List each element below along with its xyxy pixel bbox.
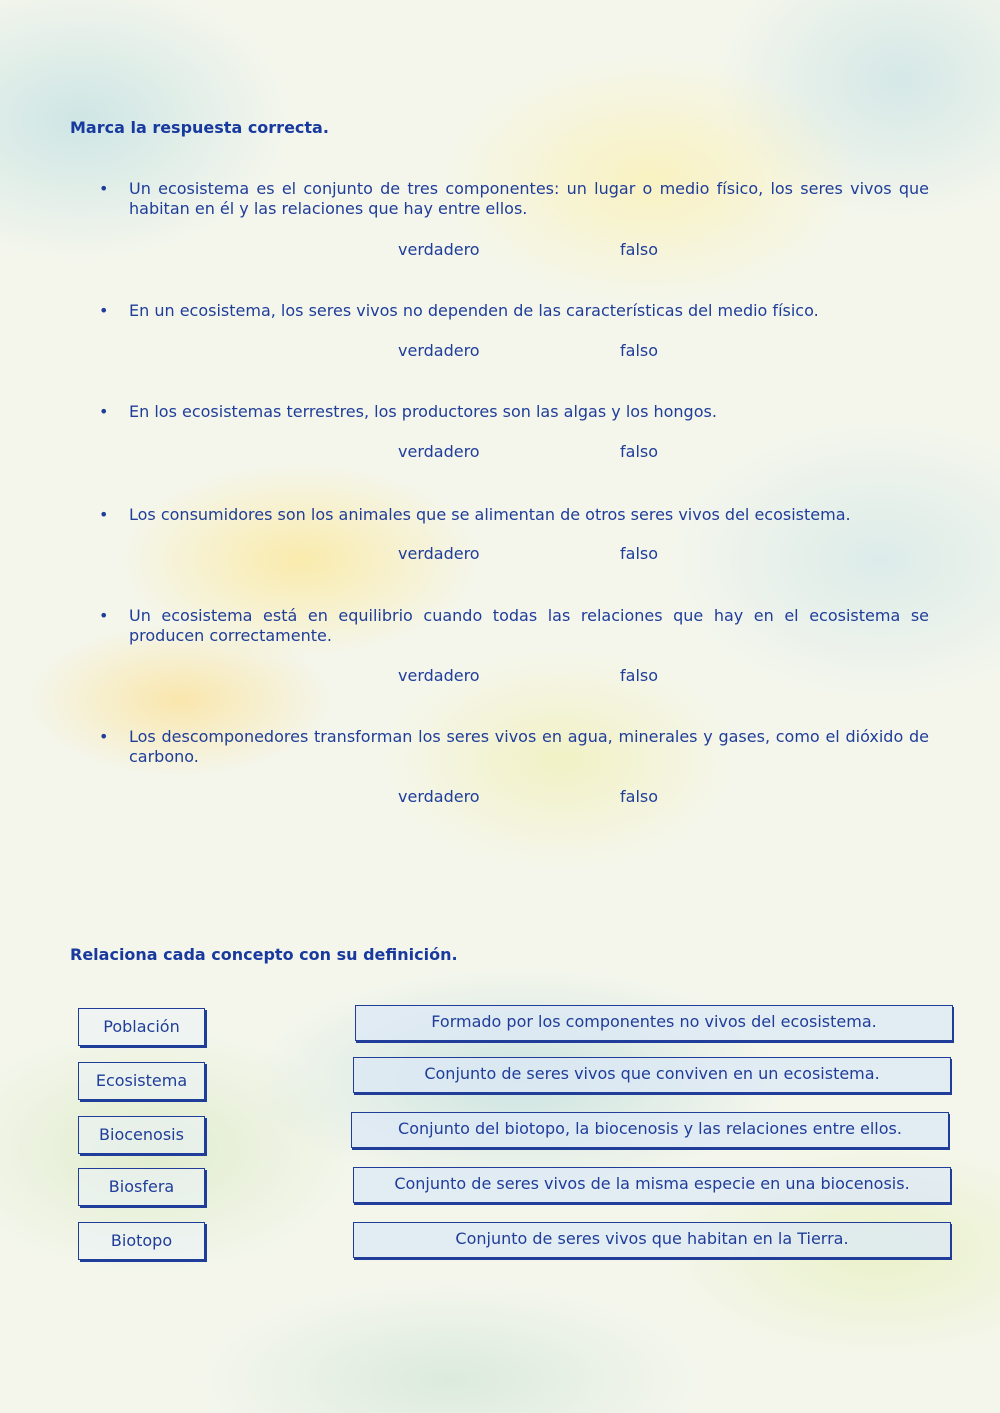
- concept-biocenosis[interactable]: Biocenosis: [78, 1116, 205, 1154]
- statement-6: [99, 727, 929, 767]
- statement-2: [99, 301, 929, 321]
- definition-2[interactable]: Conjunto de seres vivos que conviven en un ecosistema.: [353, 1057, 951, 1093]
- statement-1: [99, 179, 929, 219]
- option-true-4[interactable]: verdadero: [398, 544, 480, 563]
- option-false-4[interactable]: falso: [620, 544, 659, 563]
- option-false-3[interactable]: falso: [620, 442, 659, 461]
- option-true-1[interactable]: verdadero: [398, 240, 480, 259]
- statement-text: Un ecosistema es el conjunto de tres componentes: un lugar o medio físico, los seres vivos que habitan en él y las relaciones que hay entre ellos.: [129, 179, 929, 218]
- concept-poblacion[interactable]: Población: [78, 1008, 205, 1046]
- bullet-icon: •: [99, 505, 109, 524]
- definition-1[interactable]: Formado por los componentes no vivos del ecosistema.: [355, 1005, 953, 1041]
- option-false-2[interactable]: falso: [620, 341, 659, 360]
- definition-3[interactable]: Conjunto del biotopo, la biocenosis y las relaciones entre ellos.: [351, 1112, 949, 1148]
- section-title-matching: Relaciona cada concepto con su definición.: [70, 945, 458, 964]
- statement-text: Los descomponedores transforman los seres vivos en agua, minerales y gases, como el dióxido de carbono.: [129, 727, 929, 766]
- option-true-6[interactable]: verdadero: [398, 787, 480, 806]
- bullet-icon: •: [99, 727, 109, 746]
- section-title-true-false: Marca la respuesta correcta.: [70, 118, 329, 137]
- option-true-5[interactable]: verdadero: [398, 666, 480, 685]
- statement-text: Un ecosistema está en equilibrio cuando todas las relaciones que hay en el ecosistema se producen correctamente.: [129, 606, 929, 645]
- concept-ecosistema[interactable]: Ecosistema: [78, 1062, 205, 1100]
- statement-text: En un ecosistema, los seres vivos no dependen de las características del medio físico.: [129, 301, 819, 320]
- concept-biotopo[interactable]: Biotopo: [78, 1222, 205, 1260]
- bullet-icon: •: [99, 606, 109, 625]
- definition-5[interactable]: Conjunto de seres vivos que habitan en la Tierra.: [353, 1222, 951, 1258]
- option-false-1[interactable]: falso: [620, 240, 659, 259]
- statement-4: [99, 505, 929, 525]
- option-false-6[interactable]: falso: [620, 787, 659, 806]
- statement-text: Los consumidores son los animales que se alimentan de otros seres vivos del ecosistema.: [129, 505, 851, 524]
- statement-text: En los ecosistemas terrestres, los productores son las algas y los hongos.: [129, 402, 717, 421]
- bullet-icon: •: [99, 179, 109, 198]
- statement-5: [99, 606, 929, 646]
- option-true-3[interactable]: verdadero: [398, 442, 480, 461]
- definition-4[interactable]: Conjunto de seres vivos de la misma especie en una biocenosis.: [353, 1167, 951, 1203]
- option-true-2[interactable]: verdadero: [398, 341, 480, 360]
- concept-biosfera[interactable]: Biosfera: [78, 1168, 205, 1206]
- bullet-icon: •: [99, 301, 109, 320]
- option-false-5[interactable]: falso: [620, 666, 659, 685]
- statement-3: [99, 402, 929, 422]
- bullet-icon: •: [99, 402, 109, 421]
